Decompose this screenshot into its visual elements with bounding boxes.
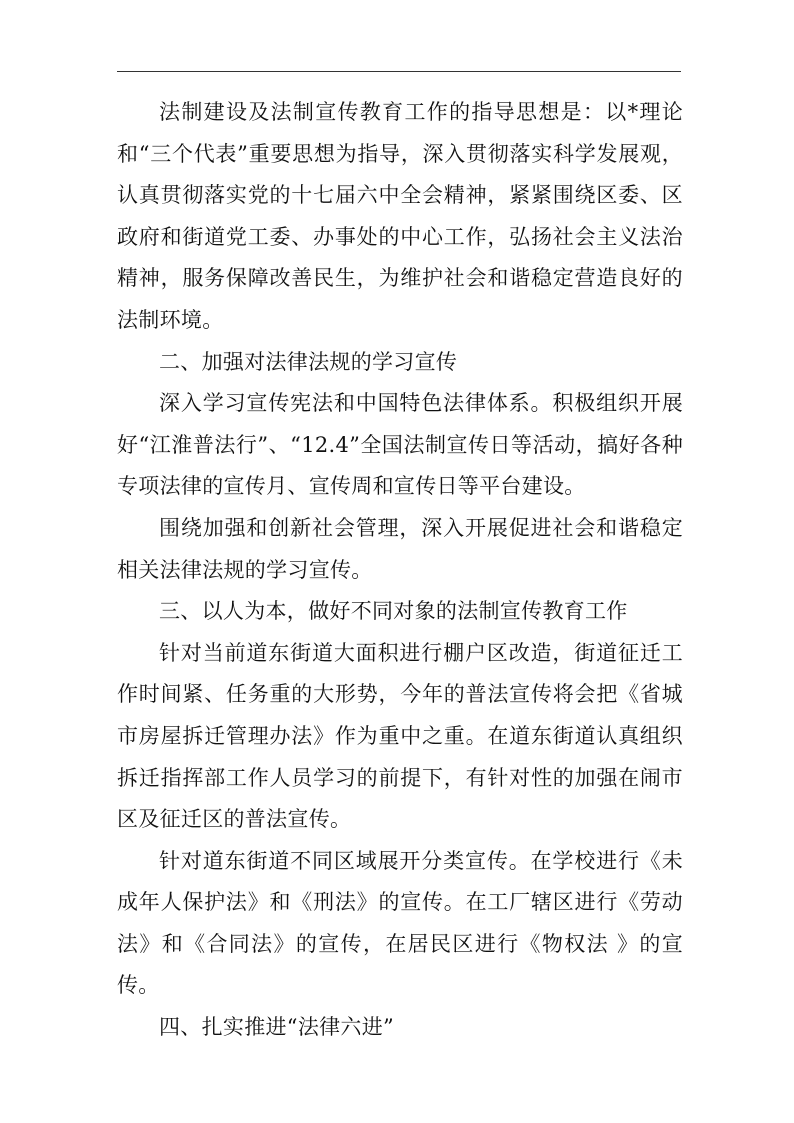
section-heading-4: 四、扎实推进“法律六进” [159, 1015, 395, 1040]
section-heading-3: 三、以人为本，做好不同对象的法制宣传教育工作 [159, 599, 628, 624]
header-rule [117, 71, 681, 72]
paragraph-guiding-ideology: 法制建设及法制宣传教育工作的指导思想是：以*理论和“三个代表”重要思想为指导，深入贯彻落实科学发展观，认真贯彻落实党的十七届六中全会精神，紧紧围绕区委、区政府和街道党工委、办事处的中心工作，弘扬社会主义法治精神，服务保障改善民生，为维护社会和谐稳定营造良好的法制环境。 [117, 100, 683, 332]
paragraph-study-constitution: 深入学习宣传宪法和中国特色法律体系。积极组织开展好“江淮普法行”、“12.4”全国法制宣传日等活动，搞好各种专项法律的宣传月、宣传周和宣传日等平台建设。 [117, 391, 683, 499]
paragraph-social-management: 围绕加强和创新社会管理，深入开展促进社会和谐稳定相关法律法规的学习宣传。 [117, 515, 683, 582]
section-heading-2: 二、加强对法律法规的学习宣传 [159, 349, 458, 374]
document-body [117, 92, 683, 1049]
paragraph-shantytown-renovation: 针对当前道东街道大面积进行棚户区改造，街道征迁工作时间紧、任务重的大形势，今年的普法宣传将会把《省城市房屋拆迁管理办法》作为重中之重。在道东街道认真组织拆迁指挥部工作人员学习的前提下，有针对性的加强在闹市区及征迁区的普法宣传。 [117, 640, 683, 832]
paragraph-area-classification: 针对道东街道不同区域展开分类宣传。在学校进行《未成年人保护法》和《刑法》的宣传。在工厂辖区进行《劳动法》和《合同法》的宣传，在居民区进行《物权法 》的宣传。 [117, 848, 683, 998]
